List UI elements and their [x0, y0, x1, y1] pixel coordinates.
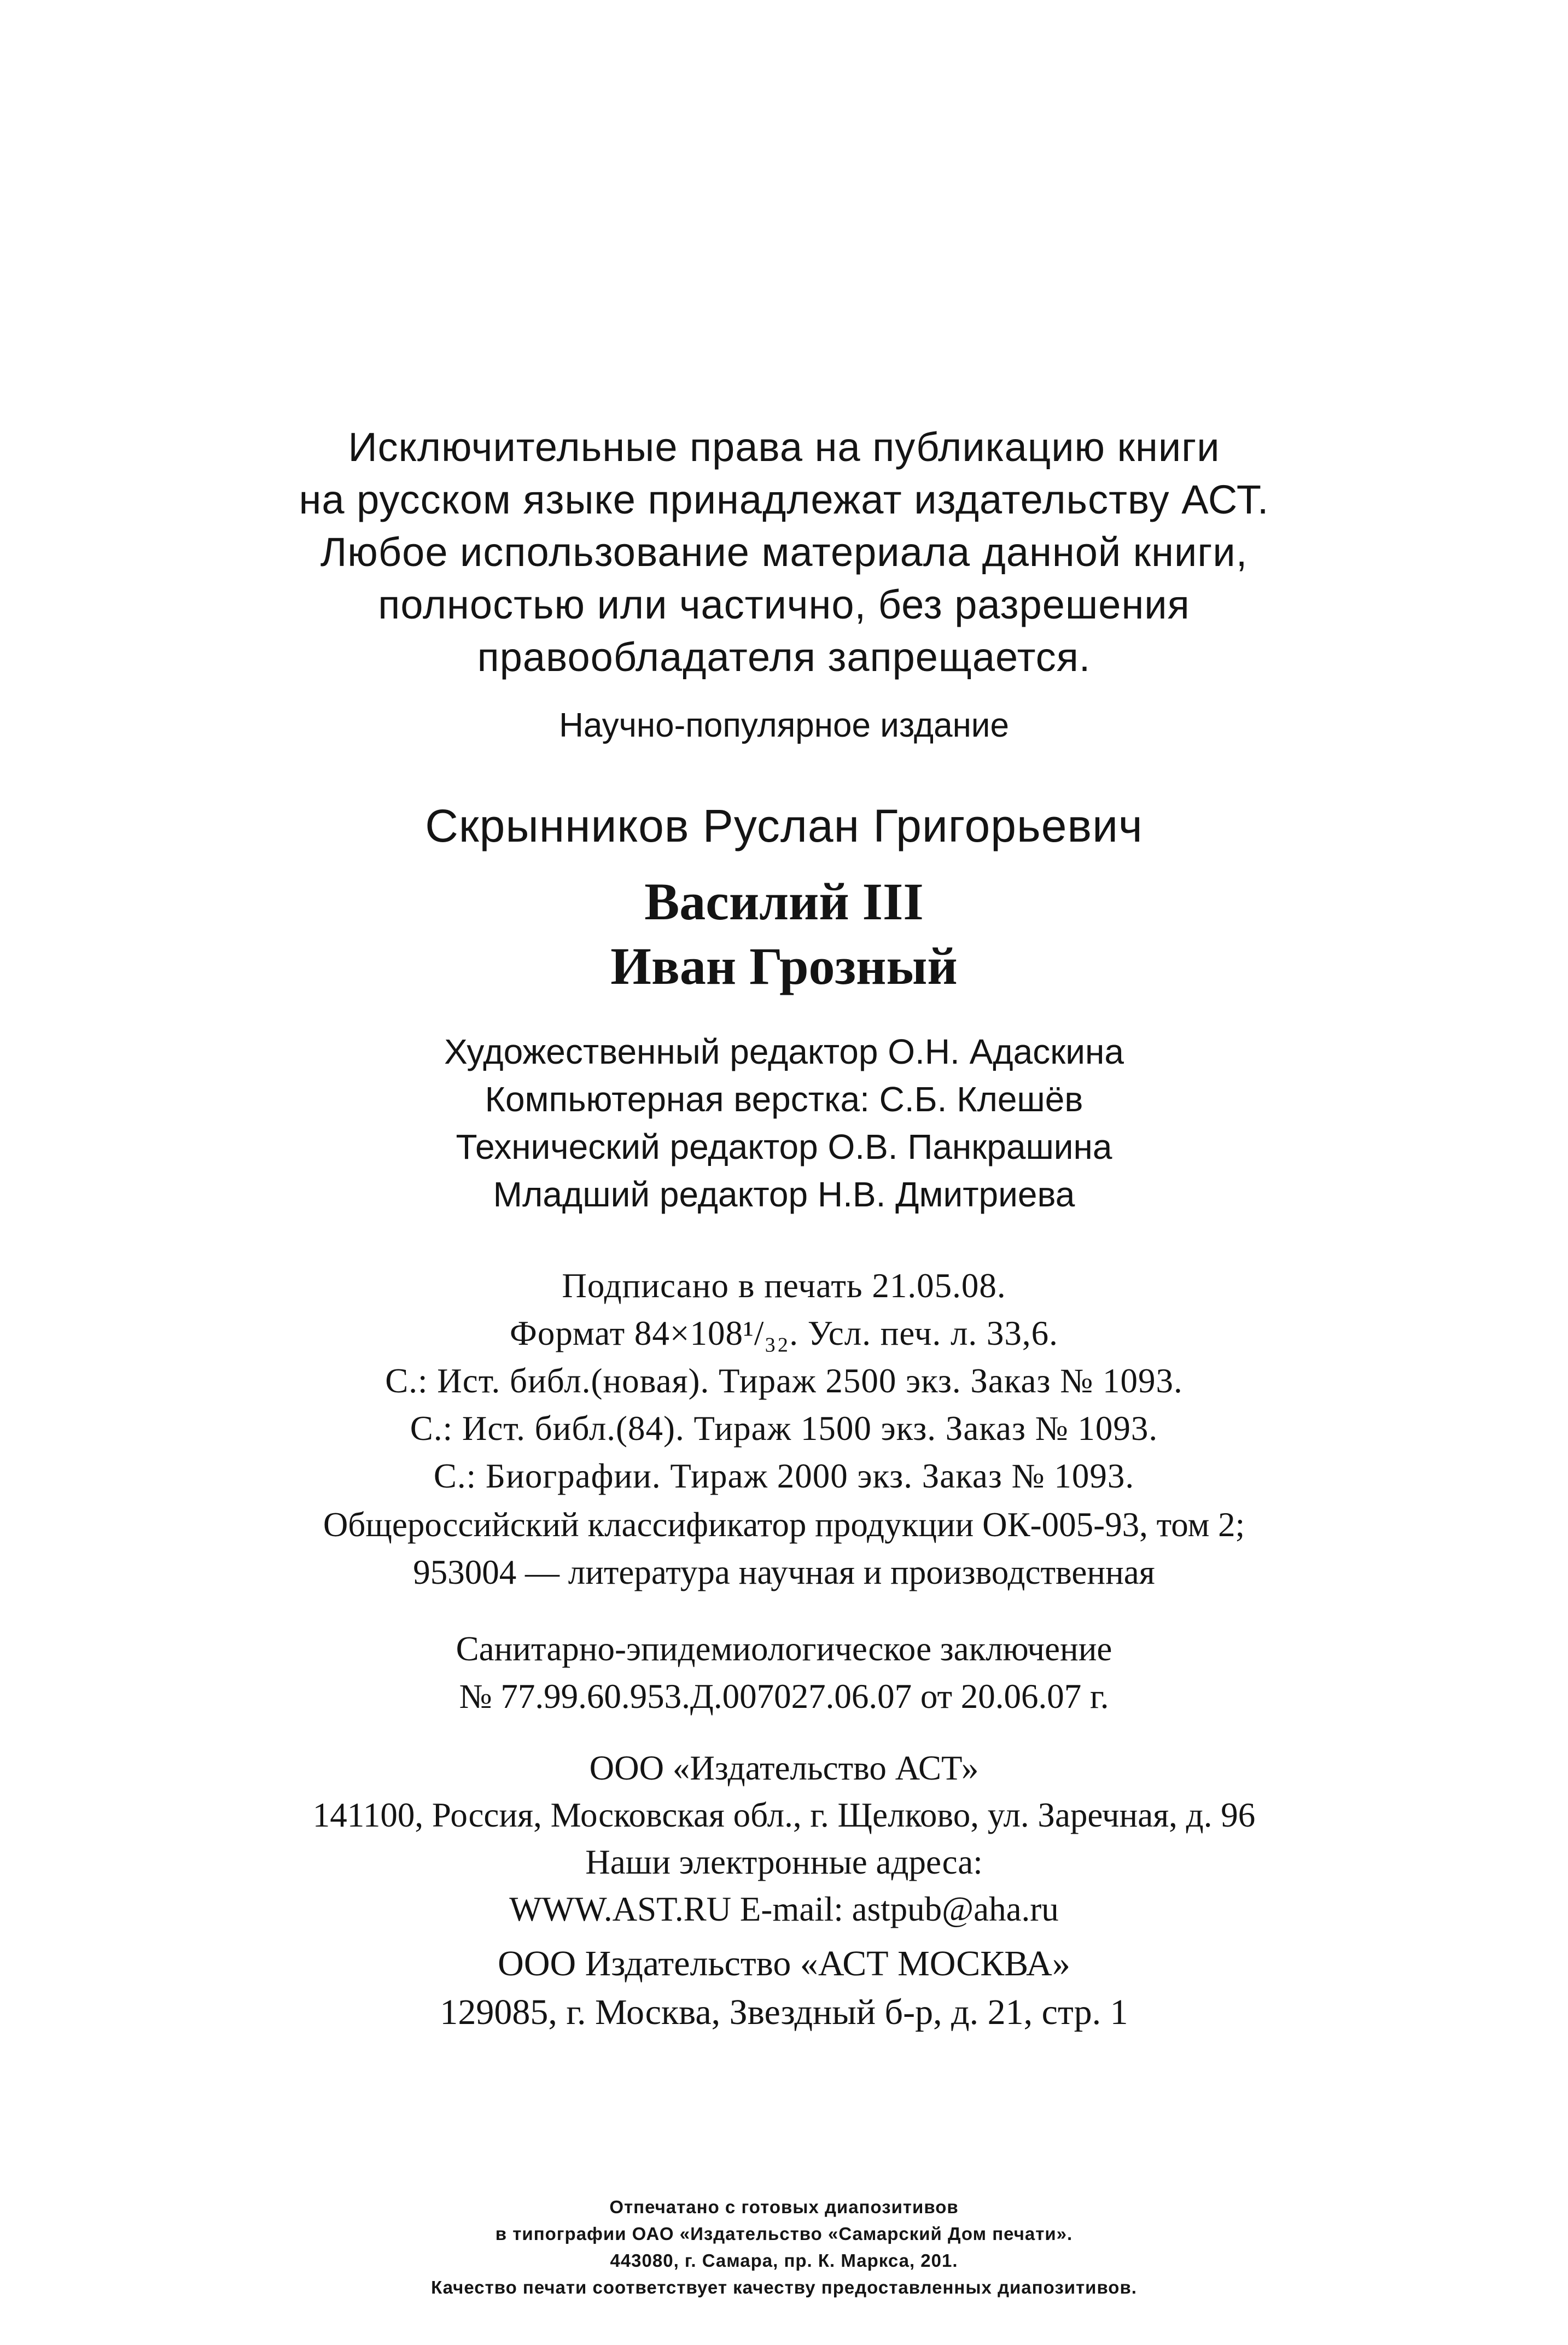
rights-line: полностью или частично, без разрешения	[378, 582, 1190, 627]
publisher-ast-moscow-line: 129085, г. Москва, Звездный б-р, д. 21, стр. 1	[440, 1992, 1128, 2032]
publisher-ast-moscow-line: ООО Издательство «АСТ МОСКВА»	[498, 1944, 1070, 1984]
credit-line: Компьютерная верстка: С.Б. Клешёв	[485, 1080, 1083, 1119]
product-classifier	[0, 1501, 1568, 1596]
classifier-line: 953004 — литература научная и производственная	[413, 1553, 1155, 1591]
publisher-ast-line: Наши электронные адреса:	[585, 1843, 983, 1881]
rights-line: правообладателя запрещается.	[477, 634, 1091, 680]
rights-line: Исключительные права на публикацию книги	[348, 424, 1220, 470]
book-title	[0, 870, 1568, 999]
book-title-line: Иван Грозный	[610, 937, 958, 995]
sanitary-conclusion	[0, 1625, 1568, 1720]
print-info	[0, 1262, 1568, 1500]
publisher-ast	[0, 1745, 1568, 1933]
edition-type	[0, 704, 1568, 748]
print-info-line: С.: Ист. библ.(84). Тираж 1500 экз. Заказ № 1093.	[410, 1409, 1158, 1448]
print-info-line: С.: Биографии. Тираж 2000 экз. Заказ № 1093.	[433, 1457, 1135, 1495]
classifier-line: Общероссийский классификатор продукции ОК-005-93, том 2;	[323, 1506, 1245, 1544]
printer-line: Качество печати соответствует качеству предоставленных диапозитивов.	[431, 2277, 1137, 2297]
book-title-line: Василий III	[644, 872, 924, 931]
author-name-text: Скрынников Руслан Григорьевич	[425, 800, 1143, 851]
print-info-line: С.: Ист. библ.(новая). Тираж 2500 экз. Заказ № 1093.	[385, 1362, 1183, 1400]
printer-line: в типографии ОАО «Издательство «Самарский Дом печати».	[495, 2224, 1073, 2244]
author-name	[0, 798, 1568, 853]
credit-line: Технический редактор О.В. Панкрашина	[456, 1127, 1112, 1166]
printing-house-info	[0, 2194, 1568, 2301]
publisher-ast-line: ООО «Издательство АСТ»	[589, 1749, 979, 1787]
credit-line: Младший редактор Н.В. Дмитриева	[493, 1175, 1075, 1214]
edition-type-text: Научно-популярное издание	[559, 707, 1009, 744]
rights-line: на русском языке принадлежат издательству АСТ.	[299, 477, 1269, 522]
publisher-ast-moscow	[0, 1939, 1568, 2037]
publisher-ast-line: WWW.AST.RU E-mail: astpub@aha.ru	[509, 1890, 1059, 1928]
print-info-line: Подписано в печать 21.05.08.	[562, 1267, 1006, 1305]
credit-line: Художественный редактор О.Н. Адаскина	[444, 1032, 1124, 1071]
rights-notice	[0, 421, 1568, 684]
rights-line: Любое использование материала данной книги,	[320, 529, 1248, 575]
sanitary-line: Санитарно-эпидемиологическое заключение	[456, 1630, 1112, 1668]
printer-line: Отпечатано с готовых диапозитивов	[609, 2197, 959, 2217]
sanitary-line: № 77.99.60.953.Д.007027.06.07 от 20.06.07 г.	[459, 1677, 1109, 1716]
publisher-ast-line: 141100, Россия, Московская обл., г. Щелково, ул. Заречная, д. 96	[312, 1796, 1256, 1834]
print-info-line: Формат 84×108¹/₃₂. Усл. печ. л. 33,6.	[510, 1314, 1058, 1352]
printer-line: 443080, г. Самара, пр. К. Маркса, 201.	[610, 2250, 958, 2271]
editorial-credits	[0, 1028, 1568, 1218]
